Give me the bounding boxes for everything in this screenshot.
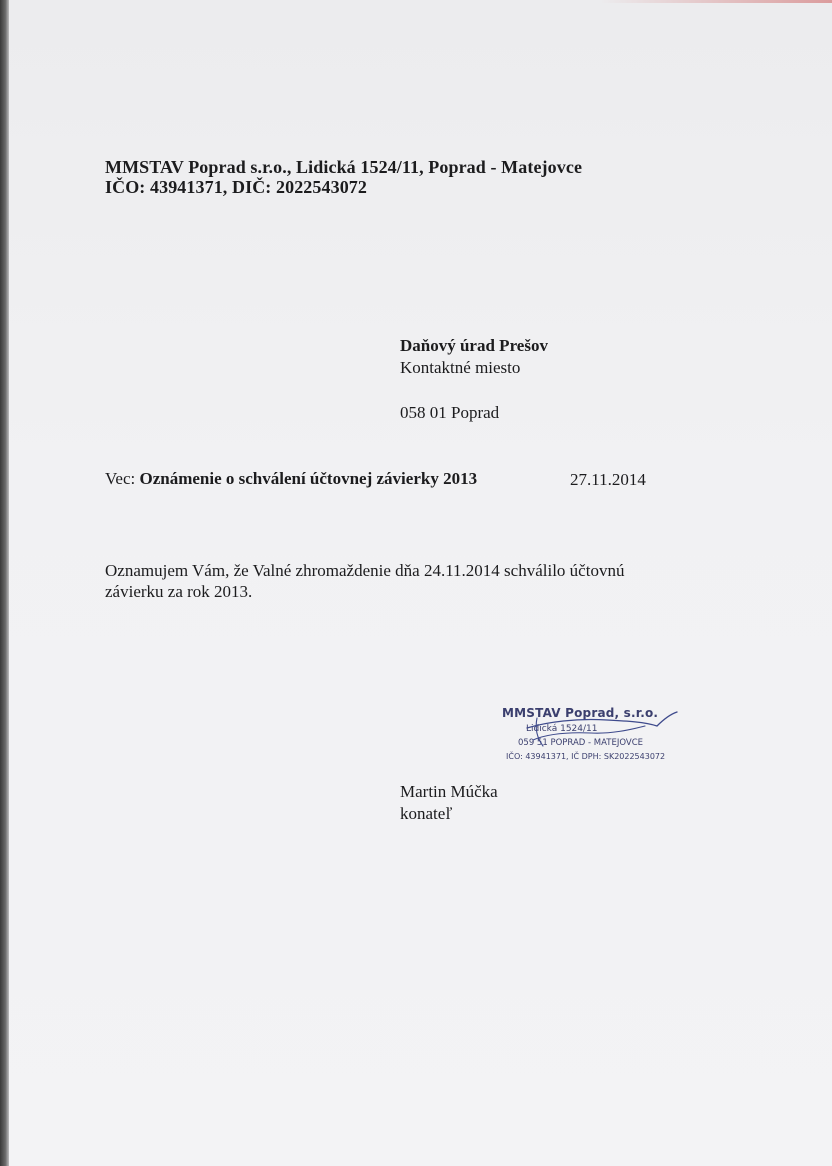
recipient-name: Daňový úrad Prešov (400, 336, 548, 355)
handwritten-signature (507, 700, 687, 760)
recipient-department: Kontaktné miesto (400, 358, 521, 377)
subject-line (105, 469, 477, 489)
signatory-name: Martin Múčka (400, 782, 498, 801)
body-line-1: Oznamujem Vám, že Valné zhromaždenie dňa 24.11.2014 schválilo účtovnú (105, 561, 625, 580)
sender-ids-line: IČO: 43941371, DIČ: 2022543072 (105, 177, 367, 197)
signatory-role: konateľ (400, 804, 453, 823)
subject-title: Oznámenie o schválení účtovnej závierky 2013 (139, 469, 478, 488)
scan-left-edge (0, 0, 9, 1166)
letter-page (9, 0, 832, 1166)
subject-prefix: Vec: (105, 469, 136, 488)
body-line-2: závierku za rok 2013. (105, 582, 253, 601)
stamp-company: MMSTAV Poprad, s.r.o. (502, 706, 659, 720)
stamp-city: 059 51 POPRAD - MATEJOVCE (518, 738, 643, 748)
recipient-postal: 058 01 Poprad (400, 403, 500, 422)
sender-address-line: MMSTAV Poprad s.r.o., Lidická 1524/11, Poprad - Matejovce (105, 157, 583, 177)
stamp-ids: IČO: 43941371, IČ DPH: SK2022543072 (506, 752, 666, 761)
letter-date: 27.11.2014 (570, 470, 646, 489)
stamp-street: Lidická 1524/11 (526, 724, 598, 734)
